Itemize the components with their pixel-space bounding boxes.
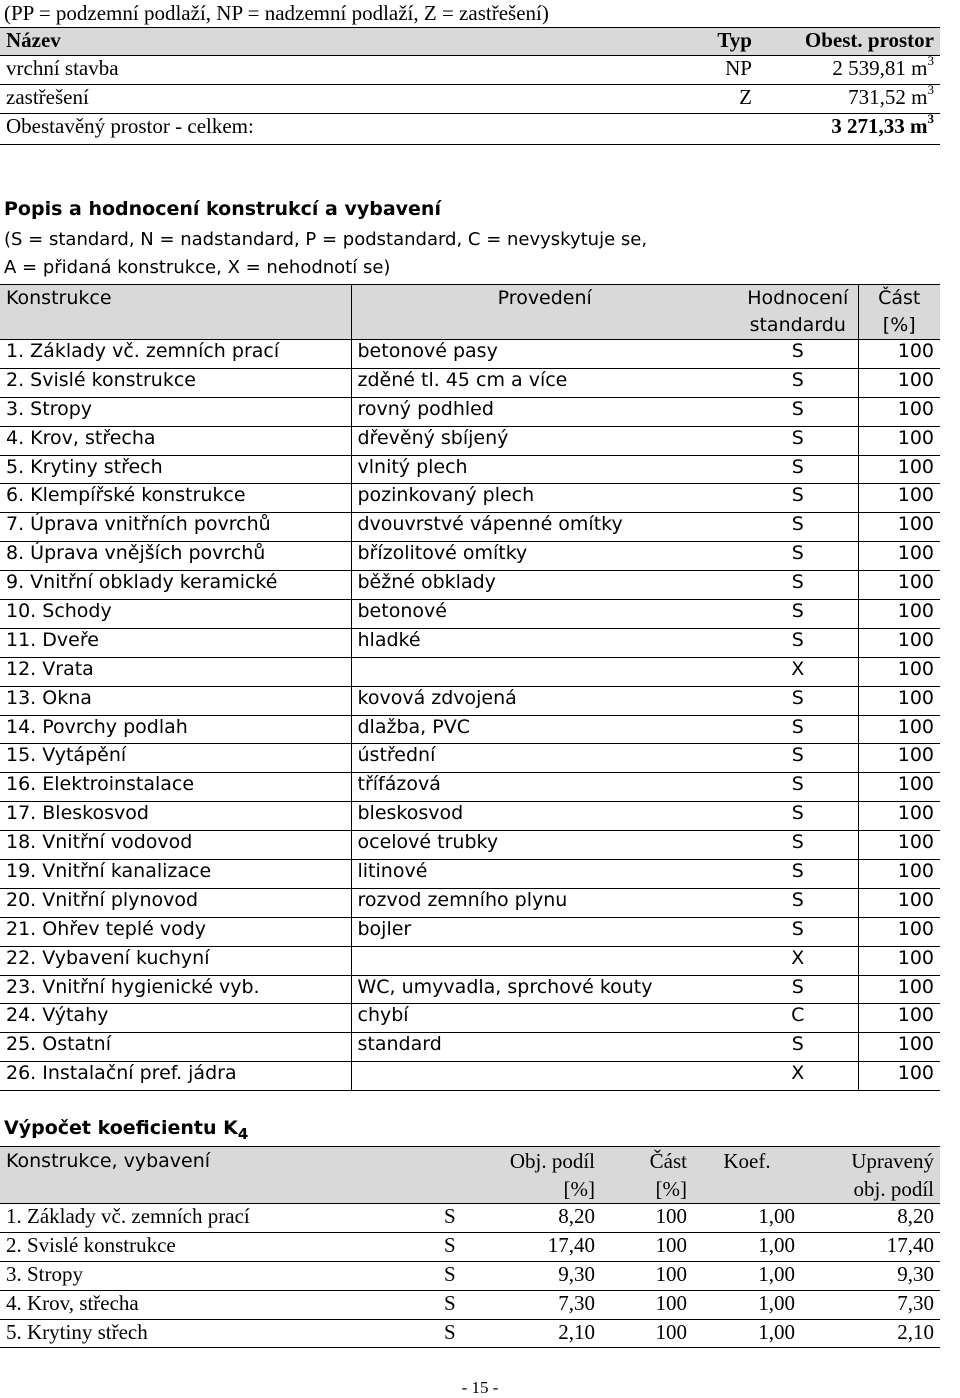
construction-name: 4. Krov, střecha (0, 426, 351, 455)
header-koef: Koef. (723, 1149, 771, 1173)
legend-top: (PP = podzemní podlaží, NP = nadzemní podlaží, Z = zastřešení) (4, 1, 549, 25)
table-row (0, 368, 940, 397)
construction-provedeni: dlažba, PVC (357, 715, 470, 738)
volume-table-header (0, 28, 940, 56)
construction-hodnoceni: S (738, 1033, 858, 1062)
construction-hodnoceni: S (738, 542, 858, 571)
construction-cast: 100 (897, 397, 934, 420)
construction-name: 20. Vnitřní plynovod (0, 888, 351, 917)
construction-provedeni: betonové pasy (357, 340, 498, 362)
construction-provedeni: ocelové trubky (357, 831, 499, 854)
construction-provedeni (351, 1062, 738, 1091)
construction-cast: 100 (897, 1004, 934, 1027)
construction-cast: 100 (897, 455, 934, 478)
construction-name: 10. Schody (0, 600, 351, 629)
construction-name: 5. Krytiny střech (0, 455, 351, 484)
coef-name: 5. Krytiny střech (6, 1319, 148, 1344)
table-row (0, 946, 940, 975)
construction-provedeni: litinové (357, 860, 428, 883)
table-row (0, 571, 940, 600)
construction-name: 8. Úprava vnějších povrchů (0, 542, 351, 571)
table-row (0, 1004, 940, 1033)
table-row (0, 1232, 940, 1261)
construction-name: 26. Instalační pref. jádra (0, 1062, 351, 1091)
construction-cast: 100 (897, 715, 934, 738)
construction-name: 18. Vnitřní vodovod (0, 831, 351, 860)
construction-hodnoceni: S (738, 917, 858, 946)
table-row (0, 1204, 940, 1233)
construction-name: 22. Vybavení kuchyní (0, 946, 351, 975)
construction-name: 1. Základy vč. zemních prací (0, 340, 351, 369)
construction-hodnoceni: S (738, 744, 858, 773)
construction-hodnoceni: S (738, 860, 858, 889)
volume-value: 2 539,81 $m^3$ (832, 55, 934, 80)
construction-hodnoceni: S (738, 340, 858, 369)
construction-provedeni: rozvod zemního plynu (357, 888, 568, 911)
header-konstrukce: Konstrukce (0, 285, 351, 340)
construction-provedeni: dřevěný sbíjený (357, 426, 509, 449)
construction-name: 3. Stropy (0, 397, 351, 426)
table-row (0, 744, 940, 773)
coef-upraveny: 2,10 (897, 1319, 934, 1344)
construction-cast: 100 (897, 686, 934, 709)
table-row (0, 802, 940, 831)
volume-type: NP (725, 56, 752, 80)
construction-cast: 100 (897, 513, 934, 536)
construction-name: 19. Vnitřní kanalizace (0, 860, 351, 889)
construction-hodnoceni: S (738, 715, 858, 744)
volume-type: Z (739, 85, 752, 109)
volume-table (0, 27, 940, 145)
construction-name: 14. Povrchy podlah (0, 715, 351, 744)
volume-total-label: Obestavěný prostor - celkem: (6, 114, 254, 138)
construction-cast: 100 (897, 571, 934, 594)
construction-provedeni: chybí (357, 1004, 409, 1027)
table-row (0, 715, 940, 744)
construction-table-header (0, 285, 940, 340)
coef-upraveny: 17,40 (886, 1232, 934, 1257)
table-row (0, 1290, 940, 1319)
coef-hodnoceni: S (444, 1204, 456, 1228)
construction-hodnoceni: X (738, 946, 858, 975)
volume-total-row (0, 114, 940, 145)
table-row (0, 455, 940, 484)
construction-cast: 100 (897, 975, 934, 998)
construction-provedeni: standard (357, 1033, 442, 1056)
coef-hodnoceni: S (444, 1232, 456, 1257)
construction-cast: 100 (897, 773, 934, 796)
coef-upraveny: 9,30 (897, 1261, 934, 1286)
construction-hodnoceni: S (738, 975, 858, 1004)
section-legend-line2: A = přidaná konstrukce, X = nehodnotí se) (4, 257, 391, 278)
construction-provedeni: WC, umyvadla, sprchové kouty (357, 975, 653, 998)
coef-hodnoceni: S (444, 1319, 456, 1344)
section-legend-line1: (S = standard, N = nadstandard, P = podstandard, C = nevyskytuje se, (4, 229, 648, 250)
volume-row (0, 56, 940, 85)
section-title-koeficient: Výpočet koeficientu $K_4$ (4, 1117, 249, 1143)
volume-row (0, 85, 940, 114)
construction-hodnoceni: X (738, 657, 858, 686)
construction-table (0, 284, 940, 1091)
construction-provedeni: dvouvrstvé vápenné omítky (357, 513, 623, 536)
header-cast: Část [%] (649, 1149, 687, 1201)
construction-cast: 100 (897, 917, 934, 940)
header-hodnoceni: Hodnocení standardu (738, 285, 858, 340)
construction-cast: 100 (897, 426, 934, 449)
construction-hodnoceni: S (738, 571, 858, 600)
table-row (0, 628, 940, 657)
table-row (0, 542, 940, 571)
construction-cast: 100 (897, 1033, 934, 1056)
table-row (0, 1261, 940, 1290)
coef-name: 1. Základy vč. zemních prací (6, 1204, 250, 1228)
volume-name: zastřešení (6, 85, 89, 109)
table-row (0, 1033, 940, 1062)
construction-name: 15. Vytápění (0, 744, 351, 773)
coef-name: 4. Krov, střecha (6, 1290, 139, 1315)
construction-name: 6. Klempířské konstrukce (0, 484, 351, 513)
construction-provedeni: třífázová (357, 773, 441, 796)
header-obj-podil: Obj. podíl [%] (509, 1149, 595, 1201)
coef-hodnoceni: S (444, 1261, 456, 1286)
construction-hodnoceni: S (738, 888, 858, 917)
page-number: - 15 - (461, 1378, 499, 1397)
header-provedeni: Provedení (497, 287, 592, 309)
coef-koef: 1,00 (758, 1261, 795, 1286)
volume-total-value: 3 271,33 $m^3$ (831, 113, 934, 138)
construction-hodnoceni: S (738, 368, 858, 397)
construction-cast: 100 (897, 657, 934, 680)
table-row (0, 340, 940, 369)
table-row (0, 513, 940, 542)
construction-hodnoceni: S (738, 773, 858, 802)
volume-value: 731,52 $m^3$ (848, 84, 934, 109)
coef-cast: 100 (655, 1232, 687, 1257)
table-row (0, 686, 940, 715)
table-row (0, 426, 940, 455)
table-row (0, 975, 940, 1004)
construction-hodnoceni: S (738, 426, 858, 455)
construction-hodnoceni: S (738, 628, 858, 657)
construction-cast: 100 (897, 946, 934, 969)
construction-provedeni: bojler (357, 917, 412, 940)
header-konstrukce-vybaveni: Konstrukce, vybavení (6, 1150, 211, 1172)
table-row (0, 657, 940, 686)
table-row (0, 773, 940, 802)
table-row (0, 1319, 940, 1348)
coef-koef: 1,00 (758, 1290, 795, 1315)
construction-cast: 100 (897, 1062, 934, 1085)
coef-table (0, 1146, 940, 1348)
construction-provedeni: pozinkovaný plech (357, 484, 535, 507)
construction-cast: 100 (897, 744, 934, 767)
construction-provedeni: běžné obklady (357, 571, 496, 594)
construction-name: 17. Bleskosvod (0, 802, 351, 831)
table-row (0, 917, 940, 946)
header-obest-prostor: Obest. prostor (804, 28, 934, 52)
coef-obj-podil: 9,30 (558, 1261, 595, 1286)
header-upraveny: Upravený obj. podíl (851, 1149, 934, 1201)
construction-provedeni: ústřední (357, 744, 436, 767)
construction-provedeni: vlnitý plech (357, 455, 468, 478)
section-title-popis: Popis a hodnocení konstrukcí a vybavení (4, 198, 441, 220)
header-typ: Typ (717, 28, 752, 52)
volume-name: vrchní stavba (6, 56, 119, 80)
construction-cast: 100 (897, 802, 934, 825)
construction-provedeni (351, 657, 738, 686)
construction-name: 16. Elektroinstalace (0, 773, 351, 802)
construction-cast: 100 (897, 628, 934, 651)
construction-hodnoceni: C (738, 1004, 858, 1033)
coef-table-header (0, 1147, 940, 1204)
construction-name: 7. Úprava vnitřních povrchů (0, 513, 351, 542)
construction-provedeni: břízolitové omítky (357, 542, 528, 565)
construction-hodnoceni: S (738, 513, 858, 542)
construction-provedeni: hladké (357, 628, 421, 651)
coef-cast: 100 (655, 1204, 687, 1228)
construction-provedeni: bleskosvod (357, 802, 464, 825)
construction-hodnoceni: S (738, 600, 858, 629)
coef-hodnoceni: S (444, 1290, 456, 1315)
construction-provedeni: kovová zdvojená (357, 686, 517, 709)
construction-name: 21. Ohřev teplé vody (0, 917, 351, 946)
table-row (0, 484, 940, 513)
construction-provedeni: rovný podhled (357, 397, 494, 420)
header-cast: Část [%] (878, 287, 921, 336)
construction-name: 25. Ostatní (0, 1033, 351, 1062)
coef-obj-podil: 17,40 (547, 1232, 595, 1257)
table-row (0, 600, 940, 629)
coef-upraveny: 7,30 (897, 1290, 934, 1315)
table-row (0, 888, 940, 917)
construction-name: 13. Okna (0, 686, 351, 715)
coef-cast: 100 (655, 1290, 687, 1315)
construction-cast: 100 (897, 600, 934, 623)
construction-provedeni: zděné tl. 45 cm a více (357, 368, 568, 391)
coef-obj-podil: 7,30 (558, 1290, 595, 1315)
construction-cast: 100 (897, 860, 934, 883)
construction-name: 2. Svislé konstrukce (0, 368, 351, 397)
coef-obj-podil: 2,10 (558, 1319, 595, 1344)
construction-name: 12. Vrata (0, 657, 351, 686)
coef-koef: 1,00 (758, 1319, 795, 1344)
construction-name: 9. Vnitřní obklady keramické (0, 571, 351, 600)
construction-name: 11. Dveře (0, 628, 351, 657)
construction-provedeni: betonové (357, 600, 447, 623)
table-row (0, 1062, 940, 1091)
table-row (0, 831, 940, 860)
table-row (0, 397, 940, 426)
construction-hodnoceni: S (738, 484, 858, 513)
coef-obj-podil: 8,20 (558, 1204, 595, 1228)
coef-cast: 100 (655, 1319, 687, 1344)
construction-provedeni (351, 946, 738, 975)
coef-name: 3. Stropy (6, 1261, 84, 1286)
construction-cast: 100 (897, 831, 934, 854)
construction-name: 24. Výtahy (0, 1004, 351, 1033)
coef-name: 2. Svislé konstrukce (6, 1232, 176, 1257)
construction-cast: 100 (897, 484, 934, 507)
construction-cast: 100 (897, 368, 934, 391)
construction-cast: 100 (897, 542, 934, 565)
construction-hodnoceni: S (738, 455, 858, 484)
coef-cast: 100 (655, 1261, 687, 1286)
coef-koef: 1,00 (758, 1204, 795, 1228)
construction-cast: 100 (897, 340, 934, 362)
construction-hodnoceni: S (738, 397, 858, 426)
header-nazev: Název (6, 28, 61, 52)
construction-hodnoceni: S (738, 802, 858, 831)
construction-hodnoceni: S (738, 686, 858, 715)
construction-hodnoceni: X (738, 1062, 858, 1091)
coef-koef: 1,00 (758, 1232, 795, 1257)
construction-name: 23. Vnitřní hygienické vyb. (0, 975, 351, 1004)
table-row (0, 860, 940, 889)
construction-hodnoceni: S (738, 831, 858, 860)
coef-upraveny: 8,20 (897, 1204, 934, 1228)
construction-cast: 100 (897, 888, 934, 911)
